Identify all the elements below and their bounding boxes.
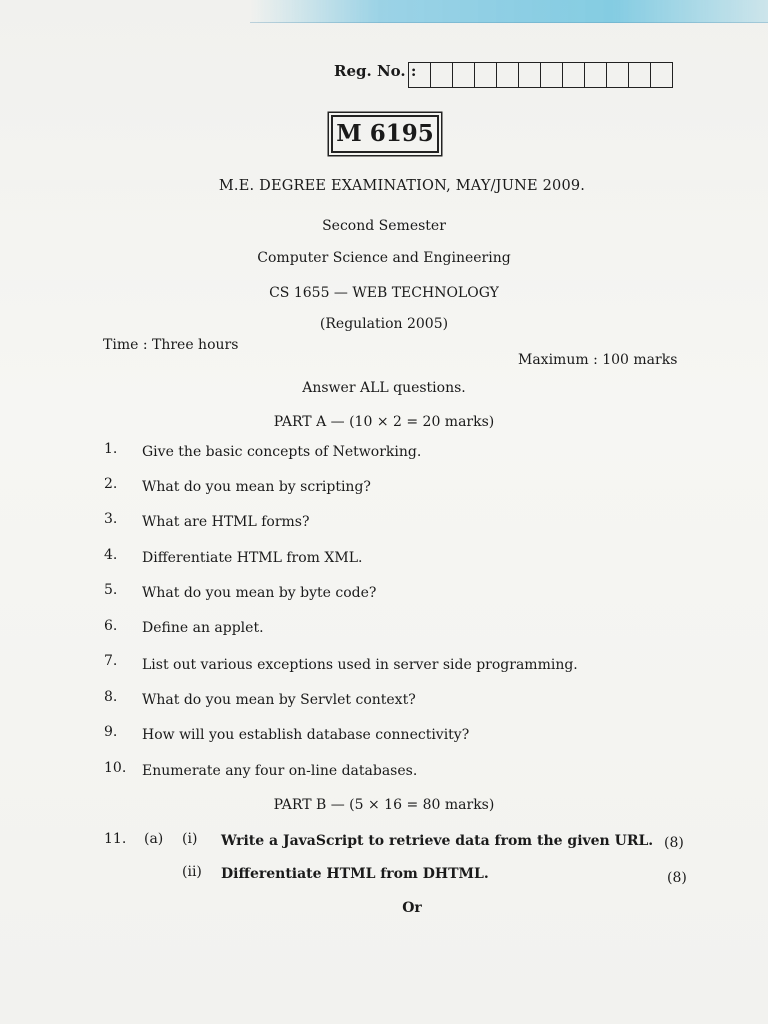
- question-number: 4.: [104, 547, 118, 563]
- semester-line: Second Semester: [322, 218, 446, 234]
- question-number: 7.: [104, 653, 118, 669]
- question-text: What do you mean by byte code?: [142, 585, 377, 601]
- reg-no-box: [453, 63, 475, 87]
- question-number: 9.: [104, 724, 118, 740]
- or-separator: Or: [402, 900, 422, 916]
- question-number: 5.: [104, 582, 118, 598]
- question-text: What do you mean by Servlet context?: [142, 692, 416, 708]
- question-11-a-ii-label: (ii): [182, 864, 202, 880]
- paper-code: M 6195: [331, 115, 439, 153]
- reg-no-boxes: [408, 62, 673, 88]
- question-11-a-ii-marks: (8): [667, 870, 687, 886]
- question-number: 2.: [104, 476, 118, 492]
- question-number: 6.: [104, 618, 118, 634]
- reg-no-box: [497, 63, 519, 87]
- question-11-a-i-text: Write a JavaScript to retrieve data from the given URL.: [221, 833, 654, 849]
- time-allowed: Time : Three hours: [103, 337, 239, 353]
- question-number: 10.: [104, 760, 127, 776]
- subject-line: CS 1655 — WEB TECHNOLOGY: [269, 285, 499, 301]
- part-a-heading: PART A — (10 × 2 = 20 marks): [273, 414, 495, 430]
- scan-edge-strip: [250, 0, 768, 23]
- regulation-line: (Regulation 2005): [319, 316, 449, 332]
- part-b-heading: PART B — (5 × 16 = 80 marks): [273, 797, 495, 813]
- question-number: 8.: [104, 689, 118, 705]
- reg-no-box: [475, 63, 497, 87]
- reg-no-box: [651, 63, 672, 87]
- question-text: What do you mean by scripting?: [142, 479, 371, 495]
- question-text: How will you establish database connectivity?: [142, 727, 470, 743]
- question-text: Differentiate HTML from XML.: [142, 550, 363, 566]
- department-line: Computer Science and Engineering: [257, 250, 511, 266]
- exam-title: M.E. DEGREE EXAMINATION, MAY/JUNE 2009.: [218, 178, 586, 194]
- question-11-sub-a: (a): [144, 831, 164, 847]
- reg-no-box: [541, 63, 563, 87]
- question-11-number: 11.: [104, 831, 127, 847]
- question-text: Give the basic concepts of Networking.: [142, 444, 422, 460]
- question-11-a-ii-text: Differentiate HTML from DHTML.: [221, 866, 489, 882]
- maximum-marks: Maximum : 100 marks: [518, 352, 678, 368]
- reg-no-box: [585, 63, 607, 87]
- question-number: 1.: [104, 441, 118, 457]
- reg-no-box: [519, 63, 541, 87]
- question-text: Define an applet.: [142, 620, 264, 636]
- question-text: List out various exceptions used in server side programming.: [142, 657, 578, 673]
- question-11-a-i-label: (i): [182, 831, 198, 847]
- reg-no-box: [607, 63, 629, 87]
- reg-no-box: [409, 63, 431, 87]
- reg-no-box: [563, 63, 585, 87]
- reg-no-box: [431, 63, 453, 87]
- reg-no-label: Reg. No. :: [334, 62, 417, 80]
- question-11-a-i-marks: (8): [664, 835, 684, 851]
- question-text: What are HTML forms?: [142, 514, 310, 530]
- reg-no-box: [629, 63, 651, 87]
- question-text: Enumerate any four on-line databases.: [142, 763, 418, 779]
- instruction-line: Answer ALL questions.: [302, 380, 466, 396]
- question-number: 3.: [104, 511, 118, 527]
